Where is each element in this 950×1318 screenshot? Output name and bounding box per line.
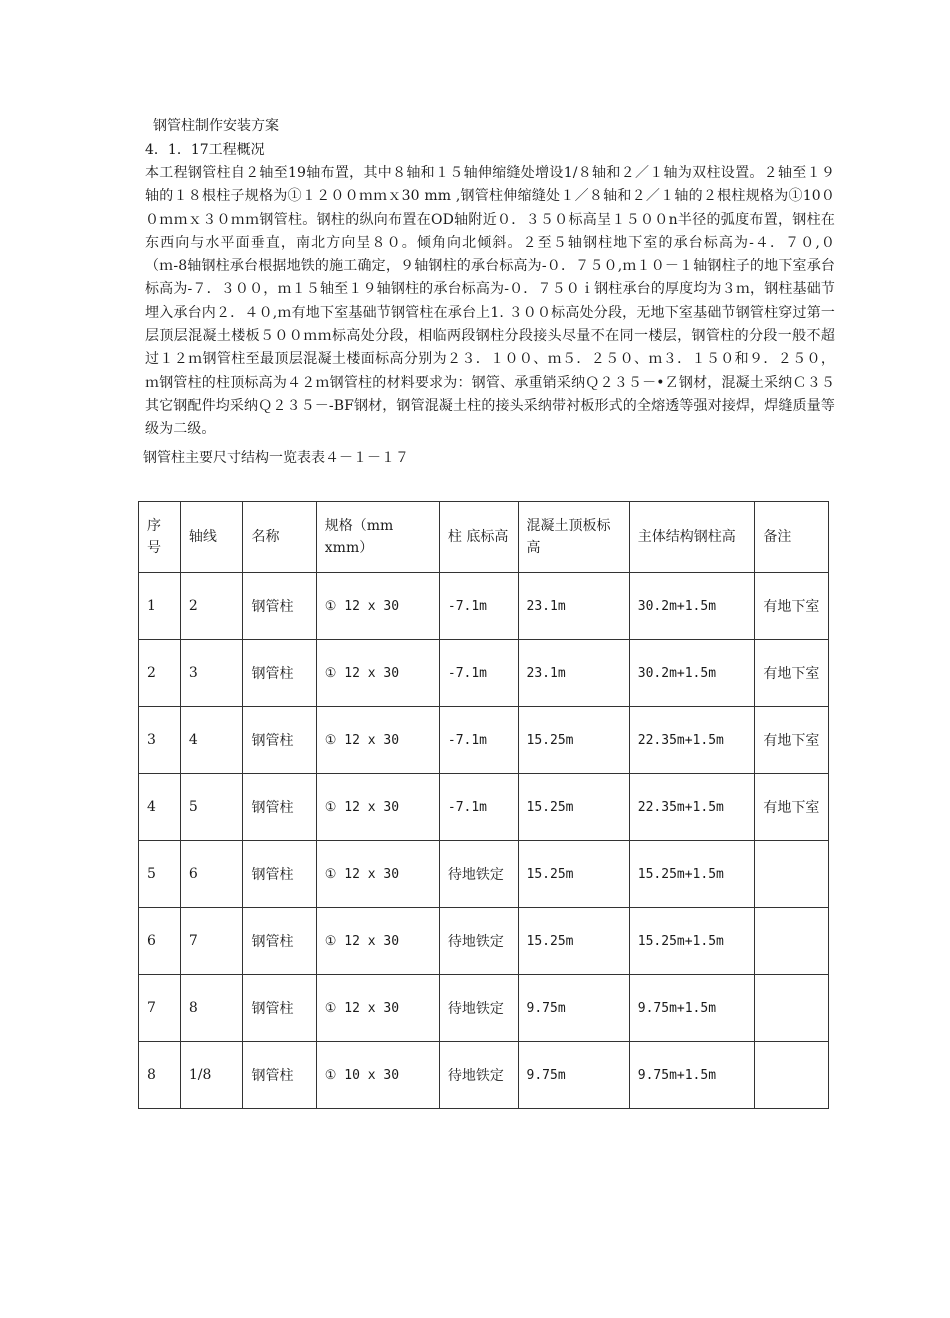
cell-spec: ① 12 x 30 — [316, 774, 439, 841]
header-cell: 备注 — [755, 502, 829, 573]
cell-axis: 3 — [180, 640, 243, 707]
cell-remark — [755, 908, 829, 975]
cell-name: 钢管柱 — [243, 707, 316, 774]
overview-paragraph: 本工程钢管柱自２轴至19轴布置，其中８轴和１５轴伸缩缝处增设1/８轴和２／１轴为双柱设置。２轴至１９轴的１８根柱子规格为①１２００ｍｍｘ30 mm ,钢管柱伸缩缝处１／８轴和２／１轴的２根柱规格为①10００ｍｍｘ３０ｍｍ钢管柱。钢柱的纵向布置在OD轴附近０．３５０标高呈１５００n半径的弧度布置，钢柱在东西向与水平面垂直，南北方向呈８０。倾角向北倾斜。２至５轴钢柱地下室的承台标高为-４．７０,０ （ｍ-8轴钢柱承台根据地铁的施工确定，９轴钢柱的承台标高为-０．７５０,ｍ１０－１轴钢柱子的地下室承台标高为-７．３００，ｍ１５轴至１９轴钢柱的承台标高为-０．７５０ｉ钢柱承台的厚度均为３ｍ，钢柱基础节埋入承台内２．４０,ｍ有地下室基础节钢管柱在承台上1. ３００标高处分段，无地下室基础节钢管柱穿过第一层顶层混凝土楼板５００ｍｍ标高处分段，相临两段钢柱分段接头尽量不在同一楼层，钢管柱的分段一般不超过１２ｍ钢管柱至最顶层混凝土楼面标高分别为２３．１００、ｍ５．２５０、ｍ３．１５０和９．２５０，ｍ钢管柱的柱顶标高为４２ｍ钢管柱的材料要求为：钢管、承重销采纳Ｑ２３５－•Ｚ钢材，混凝土采纳Ｃ３５其它钢配件均采纳Ｑ２３５－-BF钢材，钢管混凝土柱的接头采纳带衬板形式的全熔透等强对接焊，焊缝质量等级为二级。 — [145, 165, 835, 438]
header-cell: 混凝土顶板标高 — [518, 502, 629, 573]
cell-remark: 有地下室 — [755, 707, 829, 774]
cell-remark — [755, 1042, 829, 1109]
cell-slab-elevation: 15.25m — [518, 774, 629, 841]
cell-base-elevation: -7.1m — [439, 573, 518, 640]
cell-slab-elevation: 23.1m — [518, 573, 629, 640]
cell-base-elevation: 待地铁定 — [439, 1042, 518, 1109]
header-cell: 规格（mm xmm） — [316, 502, 439, 573]
cell-spec: ① 12 x 30 — [316, 975, 439, 1042]
cell-name: 钢管柱 — [243, 774, 316, 841]
cell-name: 钢管柱 — [243, 908, 316, 975]
header-cell: 名称 — [243, 502, 316, 573]
header-cell: 序号 — [139, 502, 181, 573]
cell-name: 钢管柱 — [243, 1042, 316, 1109]
table-header-row — [139, 502, 829, 573]
header-cell: 轴线 — [180, 502, 243, 573]
cell-index: 5 — [139, 841, 181, 908]
table-row — [139, 975, 829, 1042]
table-row — [139, 774, 829, 841]
cell-spec: ① 12 x 30 — [316, 707, 439, 774]
table-row — [139, 841, 829, 908]
cell-spec: ① 10 x 30 — [316, 1042, 439, 1109]
section-heading: 4．1．17工程概况 — [145, 142, 265, 158]
cell-slab-elevation: 23.1m — [518, 640, 629, 707]
cell-index: 3 — [139, 707, 181, 774]
cell-axis: 8 — [180, 975, 243, 1042]
cell-column-height: 30.2m+1.5m — [629, 640, 755, 707]
cell-column-height: 22.35m+1.5m — [629, 774, 755, 841]
document-body — [145, 114, 835, 468]
document-title: 钢管柱制作安装方案 — [153, 118, 279, 134]
cell-name: 钢管柱 — [243, 841, 316, 908]
cell-index: 1 — [139, 573, 181, 640]
cell-column-height: 15.25m+1.5m — [629, 908, 755, 975]
cell-index: 2 — [139, 640, 181, 707]
cell-index: 4 — [139, 774, 181, 841]
cell-slab-elevation: 15.25m — [518, 841, 629, 908]
cell-base-elevation: 待地铁定 — [439, 975, 518, 1042]
cell-remark: 有地下室 — [755, 573, 829, 640]
cell-column-height: 15.25m+1.5m — [629, 841, 755, 908]
table-row — [139, 707, 829, 774]
cell-spec: ① 12 x 30 — [316, 841, 439, 908]
cell-column-height: 9.75m+1.5m — [629, 975, 755, 1042]
steel-column-table — [138, 501, 829, 1109]
header-cell: 主体结构钢柱高 — [629, 502, 755, 573]
cell-remark — [755, 841, 829, 908]
cell-slab-elevation: 15.25m — [518, 908, 629, 975]
table-caption: 钢管柱主要尺寸结构一览表表４－１－１７ — [143, 449, 409, 466]
cell-base-elevation: 待地铁定 — [439, 841, 518, 908]
cell-spec: ① 12 x 30 — [316, 573, 439, 640]
cell-spec: ① 12 x 30 — [316, 908, 439, 975]
cell-axis: 2 — [180, 573, 243, 640]
cell-base-elevation: -7.1m — [439, 774, 518, 841]
cell-base-elevation: -7.1m — [439, 640, 518, 707]
cell-axis: 6 — [180, 841, 243, 908]
cell-column-height: 30.2m+1.5m — [629, 573, 755, 640]
cell-name: 钢管柱 — [243, 640, 316, 707]
cell-remark: 有地下室 — [755, 640, 829, 707]
table-row — [139, 573, 829, 640]
cell-axis: 5 — [180, 774, 243, 841]
table-row — [139, 640, 829, 707]
cell-slab-elevation: 9.75m — [518, 1042, 629, 1109]
cell-spec: ① 12 x 30 — [316, 640, 439, 707]
cell-index: 8 — [139, 1042, 181, 1109]
table-row — [139, 1042, 829, 1109]
cell-column-height: 9.75m+1.5m — [629, 1042, 755, 1109]
cell-base-elevation: 待地铁定 — [439, 908, 518, 975]
cell-name: 钢管柱 — [243, 573, 316, 640]
cell-axis: 4 — [180, 707, 243, 774]
cell-index: 7 — [139, 975, 181, 1042]
cell-remark — [755, 975, 829, 1042]
cell-base-elevation: -7.1m — [439, 707, 518, 774]
cell-axis: 7 — [180, 908, 243, 975]
cell-index: 6 — [139, 908, 181, 975]
cell-column-height: 22.35m+1.5m — [629, 707, 755, 774]
table-row — [139, 908, 829, 975]
cell-remark: 有地下室 — [755, 774, 829, 841]
cell-slab-elevation: 9.75m — [518, 975, 629, 1042]
cell-slab-elevation: 15.25m — [518, 707, 629, 774]
header-cell: 柱 底标高 — [439, 502, 518, 573]
cell-name: 钢管柱 — [243, 975, 316, 1042]
cell-axis: 1/8 — [180, 1042, 243, 1109]
